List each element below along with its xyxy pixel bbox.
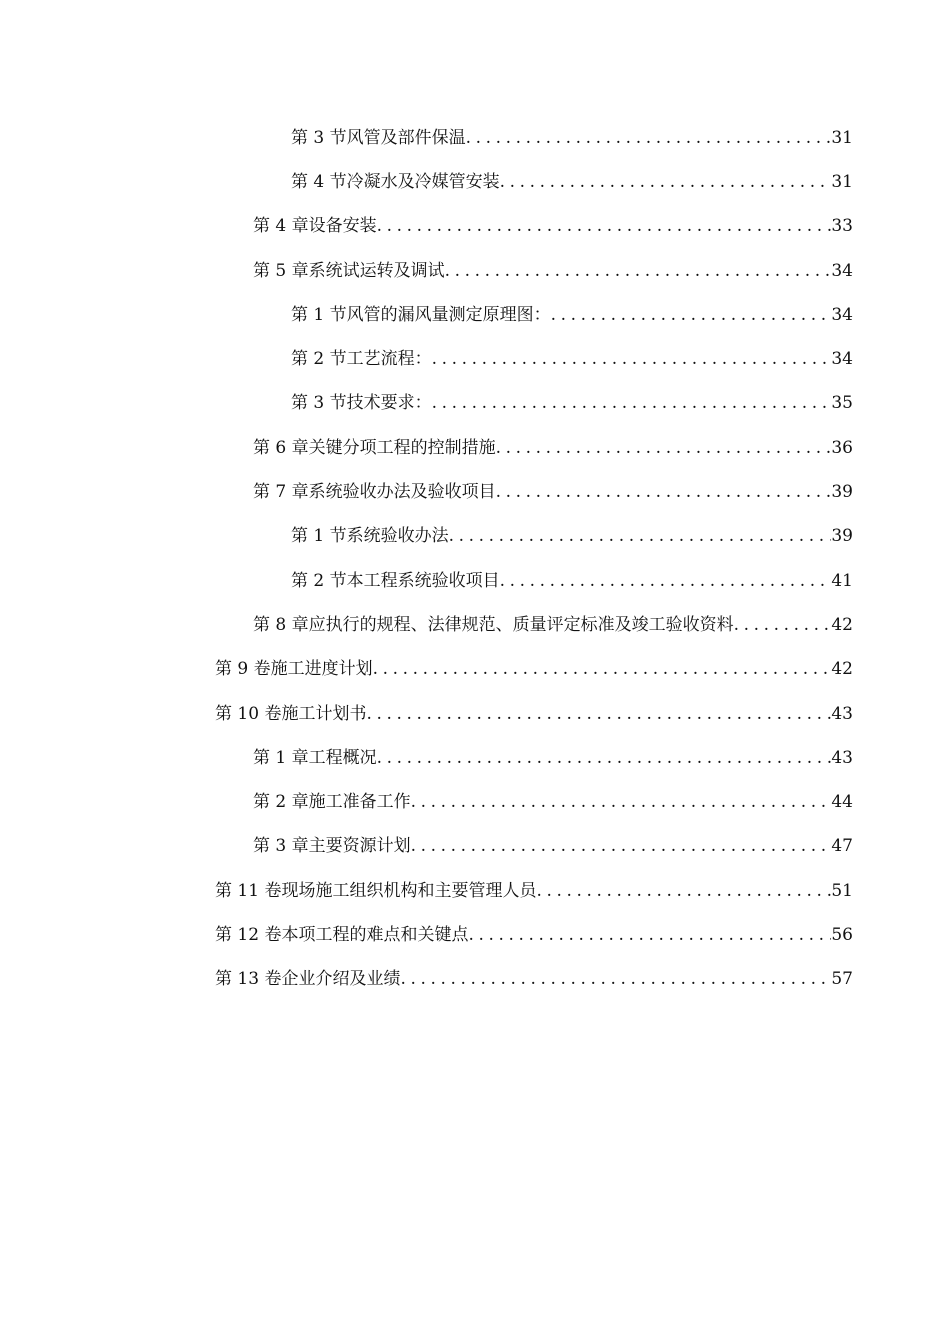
toc-entry-title: 施工进度计划 (270, 659, 373, 680)
toc-entry-title: 工程概况 (308, 747, 377, 768)
toc-entry[interactable] (0, 825, 950, 869)
toc-entry-page-number: 39 (831, 482, 853, 503)
toc-dot-leader (432, 395, 832, 412)
toc-entry-title: 技术要求： (346, 393, 432, 414)
toc-entry-number: 第 3 节 (291, 127, 347, 148)
toc-entry-page-number: 47 (831, 836, 853, 857)
table-of-contents (0, 116, 950, 1002)
toc-dot-leader (366, 706, 831, 723)
toc-entry-title: 系统验收办法及验收项目 (308, 482, 496, 503)
toc-dot-leader (500, 573, 832, 590)
toc-entry-number: 第 1 节 (291, 304, 347, 325)
toc-entry-page-number: 51 (831, 880, 853, 901)
toc-entry[interactable] (0, 470, 950, 514)
toc-entry-page-number: 44 (831, 792, 853, 813)
toc-entry-number: 第 10 卷 (215, 703, 282, 724)
toc-entry-page-number: 34 (831, 349, 853, 370)
toc-entry-number: 第 3 节 (291, 393, 347, 414)
toc-dot-leader (400, 971, 831, 988)
toc-dot-leader (445, 263, 832, 280)
toc-entry-title: 冷凝水及冷媒管安装 (346, 171, 500, 192)
toc-entry-title: 本工程系统验收项目 (346, 570, 500, 591)
toc-entry-number: 第 2 节 (291, 349, 347, 370)
toc-dot-leader (466, 130, 832, 147)
toc-entry[interactable] (0, 515, 950, 559)
toc-entry-number: 第 8 章 (253, 614, 309, 635)
toc-entry[interactable] (0, 648, 950, 692)
toc-entry-number: 第 13 卷 (215, 969, 282, 990)
toc-dot-leader (449, 528, 832, 545)
toc-dot-leader (496, 484, 832, 501)
toc-entry[interactable] (0, 293, 950, 337)
toc-entry[interactable] (0, 249, 950, 293)
toc-dot-leader (411, 794, 832, 811)
toc-dot-leader (551, 307, 832, 324)
toc-dot-leader (377, 750, 832, 767)
toc-entry-page-number: 43 (831, 703, 853, 724)
toc-entry-title: 现场施工组织机构和主要管理人员 (281, 880, 537, 901)
toc-entry[interactable] (0, 913, 950, 957)
toc-entry-number: 第 4 节 (291, 171, 347, 192)
toc-entry-title: 施工准备工作 (308, 792, 411, 813)
toc-entry[interactable] (0, 160, 950, 204)
toc-entry-title: 应执行的规程、法律规范、质量评定标准及竣工验收资料 (308, 614, 734, 635)
toc-entry-number: 第 2 章 (253, 792, 309, 813)
toc-entry-number: 第 2 节 (291, 570, 347, 591)
toc-entry[interactable] (0, 337, 950, 381)
toc-entry[interactable] (0, 958, 950, 1002)
toc-entry-page-number: 42 (831, 659, 853, 680)
toc-entry-title: 主要资源计划 (308, 836, 411, 857)
toc-entry[interactable] (0, 382, 950, 426)
toc-entry-number: 第 1 节 (291, 526, 347, 547)
toc-dot-leader (377, 218, 832, 235)
toc-entry-page-number: 36 (831, 437, 853, 458)
toc-entry[interactable] (0, 426, 950, 470)
toc-entry-page-number: 31 (831, 127, 853, 148)
toc-entry-title: 设备安装 (308, 216, 377, 237)
toc-entry-number: 第 1 章 (253, 747, 309, 768)
toc-entry-page-number: 35 (831, 393, 853, 414)
toc-entry[interactable] (0, 736, 950, 780)
toc-entry-page-number: 56 (831, 924, 853, 945)
toc-entry-number: 第 11 卷 (215, 880, 282, 901)
toc-entry-number: 第 9 卷 (215, 659, 271, 680)
toc-entry-title: 关键分项工程的控制措施 (308, 437, 496, 458)
toc-entry-title: 风管的漏风量测定原理图： (346, 304, 551, 325)
toc-entry-number: 第 4 章 (253, 216, 309, 237)
toc-entry-page-number: 34 (831, 304, 853, 325)
toc-entry-title: 工艺流程： (346, 349, 432, 370)
toc-entry[interactable] (0, 603, 950, 647)
toc-entry-page-number: 33 (831, 216, 853, 237)
toc-dot-leader (500, 174, 832, 191)
toc-dot-leader (468, 927, 831, 944)
toc-entry-page-number: 43 (831, 747, 853, 768)
toc-entry-page-number: 42 (831, 614, 853, 635)
toc-entry-title: 企业介绍及业绩 (281, 969, 401, 990)
toc-dot-leader (496, 440, 832, 457)
toc-dot-leader (411, 838, 832, 855)
toc-entry[interactable] (0, 116, 950, 160)
toc-entry-page-number: 34 (831, 260, 853, 281)
toc-entry-page-number: 39 (831, 526, 853, 547)
toc-entry-page-number: 31 (831, 171, 853, 192)
toc-entry[interactable] (0, 205, 950, 249)
toc-dot-leader (734, 617, 832, 634)
toc-entry-page-number: 41 (831, 570, 853, 591)
toc-dot-leader (432, 351, 832, 368)
toc-entry[interactable] (0, 692, 950, 736)
toc-dot-leader (373, 661, 832, 678)
toc-entry[interactable] (0, 559, 950, 603)
toc-entry-title: 本项工程的难点和关键点 (281, 924, 469, 945)
toc-entry-number: 第 6 章 (253, 437, 309, 458)
toc-entry-title: 风管及部件保温 (346, 127, 466, 148)
toc-entry-title: 施工计划书 (281, 703, 367, 724)
toc-entry-page-number: 57 (831, 969, 853, 990)
toc-entry-title: 系统验收办法 (346, 526, 449, 547)
toc-entry-title: 系统试运转及调试 (308, 260, 445, 281)
toc-entry[interactable] (0, 780, 950, 824)
toc-entry-number: 第 5 章 (253, 260, 309, 281)
toc-entry[interactable] (0, 869, 950, 913)
toc-entry-number: 第 3 章 (253, 836, 309, 857)
toc-dot-leader (536, 883, 831, 900)
toc-entry-number: 第 12 卷 (215, 924, 282, 945)
toc-entry-number: 第 7 章 (253, 482, 309, 503)
